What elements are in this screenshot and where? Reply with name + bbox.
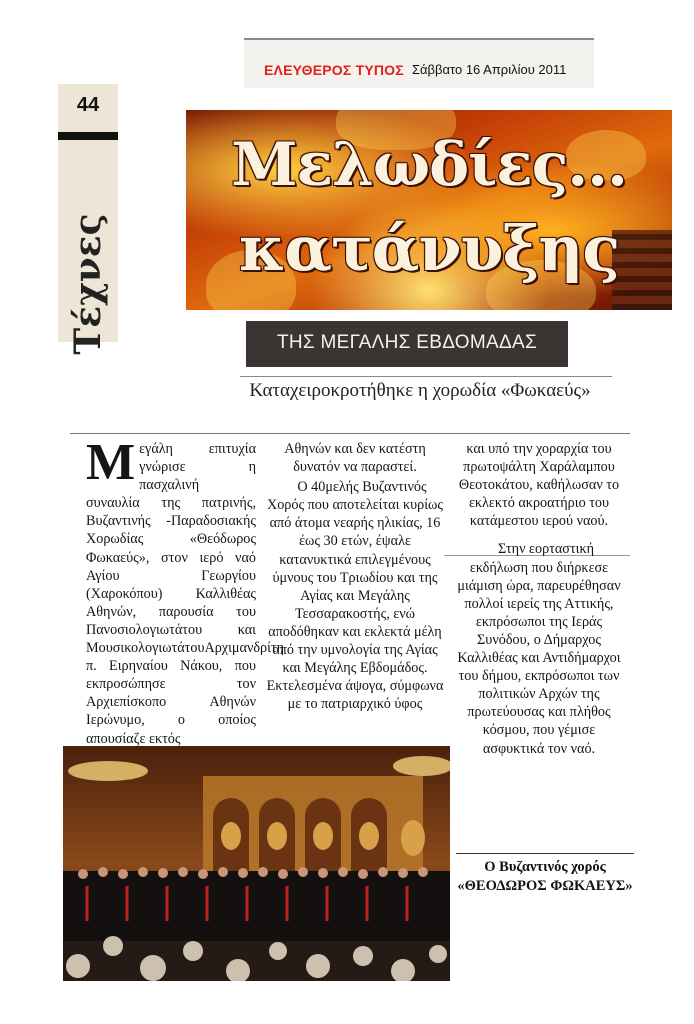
page-number: 44	[76, 94, 100, 116]
headline-line-1: Μελωδίες...	[231, 130, 627, 200]
issue-date: Σάββατο 16 Απριλίου 2011	[412, 62, 567, 77]
article-column-1-text: εγάλη επιτυχία γνώρισε η πασχαλινή συναυλία της πατρινής, Βυζαντινής -Παραδοσιακής Χορωδίας «Θεόδωρος Φωκαεύς», στον ιερό ναό Αγίου Γεωργίου (Χαροκόπου) Καλλιθέας Αθηνών, παρουσία του Πανοσιολογιωτάτου και ΜουσικολογιωτάτουΑρχιμανδρίτη π. Ειρηναίου Νάκου, που εκπροσώπησε τον Αρχιεπίσκοπο Αθηνών Ιερώνυμο, ο οποίος απουσίαζε εκτός	[86, 441, 285, 747]
section-tag	[58, 84, 118, 355]
section-divider	[58, 132, 118, 140]
article-column-3	[454, 440, 624, 758]
column-top-rule	[70, 433, 630, 434]
article-column-1	[86, 434, 285, 748]
caption-rule	[456, 853, 634, 854]
article-column-2	[266, 440, 444, 713]
paragraph: Ο 40μελής Βυζαντινός Χορός που αποτελείται κυρίως από άτομα νεαρής ηλικίας, 16 έως 30 ετών, έψαλε κατανυκτικά επιλεγμένους ύμνους του Τριωδίου και της Αγίας και Μεγάλης Τεσσαρακοστής, ενώ αποδόθηκαν και εκλεκτά μέλη από την υμνολογία της Αγίας και Μεγάλης Εβδομάδος. Εκτελεσμένα άψογα, σύμφωνα με το πατριαρχικό ύφος	[266, 479, 444, 713]
choir-photo	[63, 746, 450, 981]
headline-line-2: κατάνυξης	[238, 212, 620, 285]
photo-caption	[456, 858, 634, 896]
deck-rule	[240, 376, 612, 377]
paragraph: και υπό την χοραρχία του πρωτοψάλτη Χαράλαμπου Θεοτοκάτου, καθήλωσαν το εκλεκτό ακροατήριο του κατάμεστου ιερού ναού.	[458, 441, 620, 530]
deck: Καταχειροκροτήθηκε η χορωδία «Φωκαεύς»	[249, 380, 591, 401]
section-name: Τέχνες	[67, 213, 109, 355]
paragraph: Στην εορταστική εκδήλωση που διήρκεσε μιάμιση ώρα, παρευρέθησαν πολλοί ιερείς της Αττικής, εκπρόσωποι της Ιεράς Συνόδου, ο Δήμαρχος Καλλιθέας και Αντιδήμαρχοι του δήμου, εκπρόσωποι των πολιτικών Αρχών της πρωτεύουσας και πλήθος κόσμου, που γέμισε ασφυκτικά τον ναό.	[457, 541, 621, 757]
paragraph: Αθηνών και δεν κατέστη δυνατόν να παραστεί.	[284, 441, 426, 476]
subtitle-text: ΤΗΣ ΜΕΓΑΛΗΣ ΕΒΔΟΜΑΔΑΣ	[276, 332, 537, 353]
newspaper-name: ΕΛΕΥΘΕΡΟΣ ΤΥΠΟΣ	[264, 62, 404, 78]
caption-line-2: «ΘΕΟΔΩΡΟΣ ΦΩΚΑΕΥΣ»	[457, 878, 633, 894]
headline-banner	[186, 110, 672, 310]
subtitle-bar	[246, 321, 568, 367]
drop-cap: Μ	[86, 434, 136, 491]
masthead	[244, 38, 594, 88]
caption-line-1: Ο Βυζαντινός χορός	[484, 859, 606, 875]
